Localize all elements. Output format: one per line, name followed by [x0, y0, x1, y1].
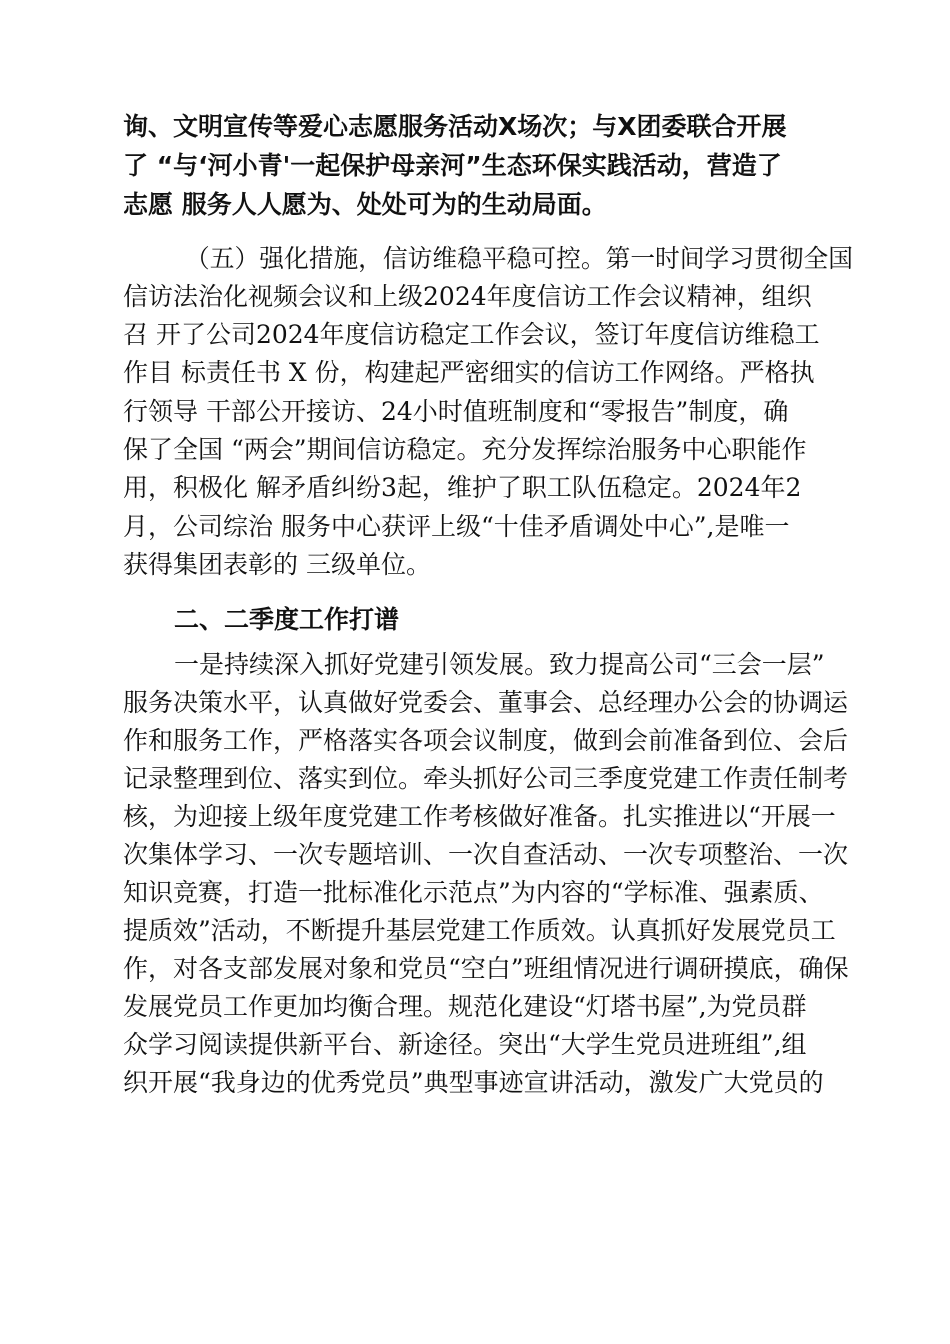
- paragraph-line: 提质效”活动，不断提升基层党建工作质效。认真抓好发展党员工: [123, 916, 836, 945]
- paragraph-line: 众学习阅读提供新平台、新途径。突出“大学生党员进班组”,组: [123, 1030, 807, 1059]
- paragraph-line: 作，对各支部发展对象和党员“空白”班组情况进行调研摸底，确保: [123, 954, 849, 983]
- paragraph-line: （五）强化措施，信访维稳平稳可控。第一时间学习贯彻全国: [185, 244, 853, 273]
- paragraph-line: 信访法治化视频会议和上级2024年度信访工作会议精神，组织: [123, 282, 812, 311]
- paragraph-line: 月，公司综治 服务中心获评上级“十佳矛盾调处中心”,是唯一: [123, 512, 790, 541]
- paragraph-line: 召 开了公司2024年度信访稳定工作会议，签订年度信访维稳工: [123, 320, 820, 349]
- paragraph-line: 织开展“我身边的优秀党员”典型事迹宣讲活动，激发广大党员的: [123, 1068, 824, 1097]
- paragraph-line: 一是持续深入抓好党建引领发展。致力提高公司“三会一层”: [174, 650, 825, 679]
- intro-line: 了 “与‘河小青'一起保护母亲河”生态环保实践活动，营造了: [123, 151, 782, 180]
- intro-line: 志愿 服务人人愿为、处处可为的生动局面。: [123, 190, 607, 219]
- paragraph-line: 用，积极化 解矛盾纠纷3起，维护了职工队伍稳定。2024年2: [123, 473, 802, 502]
- paragraph-line: 获得集团表彰的 三级单位。: [123, 550, 431, 579]
- paragraph-line: 记录整理到位、落实到位。牵头抓好公司三季度党建工作责任制考: [123, 764, 849, 793]
- paragraph-line: 作和服务工作，严格落实各项会议制度，做到会前准备到位、会后: [123, 726, 849, 755]
- paragraph-line: 发展党员工作更加均衡合理。规范化建设“灯塔书屋”,为党员群: [123, 992, 807, 1021]
- paragraph-line: 服务决策水平，认真做好党委会、董事会、总经理办公会的协调运: [123, 688, 849, 717]
- paragraph-line: 行领导 干部公开接访、24小时值班制度和“零报告”制度，确: [123, 397, 789, 426]
- paragraph-line: 保了全国 “两会”期间信访稳定。充分发挥综治服务中心职能作: [123, 435, 807, 464]
- paragraph-line: 知识竞赛，打造一批标准化示范点”为内容的“学标准、强素质、: [123, 878, 824, 907]
- paragraph-line: 作目 标责任书 X 份，构建起严密细实的信访工作网络。严格执: [123, 358, 815, 387]
- paragraph-line: 次集体学习、一次专题培训、一次自查活动、一次专项整治、一次: [123, 840, 849, 869]
- section-heading: 二、二季度工作打谱: [174, 605, 400, 634]
- paragraph-line: 核，为迎接上级年度党建工作考核做好准备。扎实推进以“开展一: [123, 802, 836, 831]
- intro-line: 询、文明宣传等爱心志愿服务活动X场次；与X团委联合开展: [123, 112, 787, 141]
